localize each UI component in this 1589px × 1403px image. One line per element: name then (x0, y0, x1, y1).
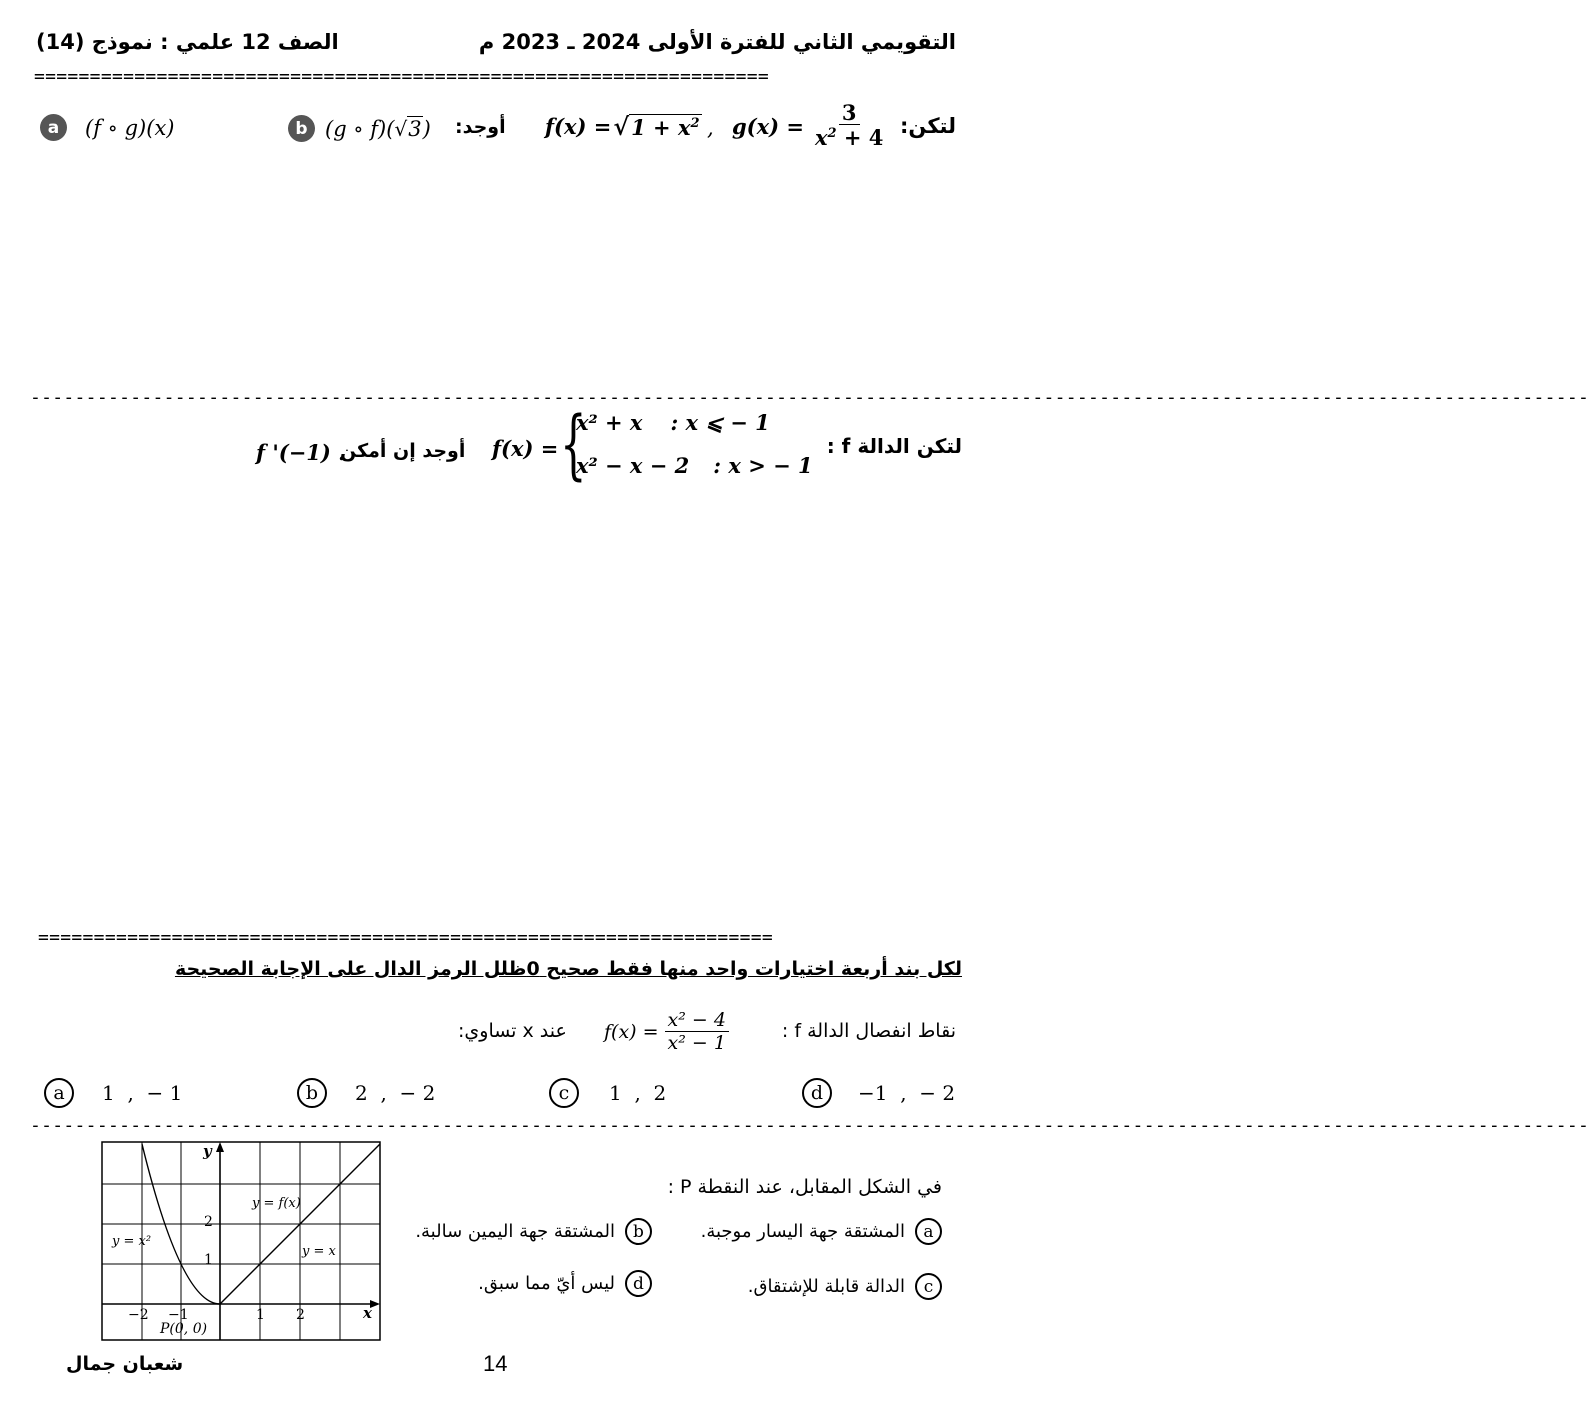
q1-f-lhs: f(x) = (545, 114, 612, 139)
q3-badge-a[interactable]: a (44, 1078, 74, 1108)
q2-intro: لتكن الدالة f : (826, 434, 962, 458)
q3-option-a[interactable] (44, 1078, 182, 1108)
q4-option-c[interactable] (748, 1273, 942, 1300)
q3-option-d-text: −1 , − 2 (858, 1081, 956, 1105)
separator-single-1: -------------------------------------------------------------------------------------------------------------------------------------------- (30, 387, 1589, 408)
graph-figure (100, 1140, 382, 1342)
q3-function (604, 1004, 729, 1060)
q4-option-d-text: ليس أيّ مما سبق. (478, 1273, 615, 1294)
tick-y-1: 1 (204, 1252, 213, 1268)
label-p: P(0, 0) (160, 1321, 208, 1337)
sqrt-sign: √ (394, 116, 408, 141)
q1-f-radicand: $1 + x^2$ (631, 114, 700, 140)
label-x2: y = x² (112, 1234, 152, 1249)
q3-badge-d[interactable]: d (802, 1078, 832, 1108)
q4-option-a[interactable] (701, 1218, 942, 1245)
q1-option-a (40, 114, 174, 141)
footer-author: شعبان جمال (66, 1353, 184, 1375)
q3-option-b-text: 2 , − 2 (355, 1081, 436, 1105)
q1-find: أوجد: (455, 116, 506, 138)
q1-intro: لتكن: (900, 114, 956, 138)
q1-badge-b: b (288, 115, 315, 142)
q4-badge-b[interactable]: b (625, 1218, 652, 1245)
q1-option-b (288, 115, 431, 142)
q3-f-lhs: f(x) = (604, 1021, 659, 1043)
q1-comma: , (707, 116, 714, 140)
q2-case1: x² + x : x ⩽ − 1 (576, 410, 770, 435)
q1-g-denominator: $x^2 + 4$ (814, 125, 884, 151)
q1-g-definition (732, 96, 886, 156)
q1-g-numerator: 3 (839, 101, 860, 125)
graph-x-label: x (363, 1304, 372, 1322)
q3-numerator: x² − 4 (665, 1010, 729, 1032)
q3-option-c-text: 1 , 2 (609, 1081, 667, 1105)
tick-x-neg2: −2 (128, 1307, 149, 1323)
q4-badge-d[interactable]: d (625, 1270, 652, 1297)
q2-case2: x² − x − 2 : x > − 1 (576, 453, 813, 478)
q1-b-expression: (g ∘ f)( √ 3 ) (325, 116, 431, 141)
q3-option-b[interactable] (297, 1078, 435, 1108)
footer-page-number: 14 (483, 1351, 508, 1376)
q1-a-expression: (f ∘ g)(x) (85, 115, 175, 140)
q4-option-c-text: الدالة قابلة للإشتقاق. (747, 1276, 905, 1297)
q2-find: أوجد إن أمكن (340, 440, 466, 462)
label-x: y = x (302, 1244, 336, 1259)
label-fx: y = f(x) (252, 1196, 301, 1211)
mcq-instruction: لكل بند أربعة اختيارات واحد منها فقط صحيح 0ظلل الرمز الدال على الإجابة الصحيحة (174, 958, 962, 980)
q3-stem-end: عند x تساوي: (458, 1020, 567, 1042)
q3-fraction (665, 1010, 729, 1055)
tick-x-neg1: −1 (168, 1307, 189, 1323)
q2-f-lhs: f(x) = (492, 436, 559, 461)
sqrt-sign: √ (613, 112, 630, 141)
q4-option-a-text: المشتقة جهة اليسار موجبة. (700, 1221, 905, 1242)
tick-x-1: 1 (256, 1307, 265, 1323)
q3-stem-start: نقاط انفصال الدالة f : (781, 1020, 956, 1042)
q4-badge-c[interactable]: c (915, 1273, 942, 1300)
separator-double: ================================================================== (34, 66, 770, 87)
q4-option-b[interactable] (415, 1218, 652, 1245)
q3-denominator: x² − 1 (667, 1031, 726, 1054)
graph-y-label: y (203, 1142, 212, 1160)
q3-badge-b[interactable]: b (297, 1078, 327, 1108)
q1-g-fraction (812, 101, 886, 150)
q1-badge-a: a (40, 114, 67, 141)
q4-option-b-text: المشتقة جهة اليمين سالبة. (415, 1221, 615, 1242)
q1-g-lhs: g(x) = (732, 113, 804, 139)
header-left-title: الصف 12 علمي : نموذج (14) (36, 30, 339, 54)
q3-option-d[interactable] (802, 1078, 955, 1108)
q3-badge-c[interactable]: c (549, 1078, 579, 1108)
q3-option-a-text: 1 , − 1 (102, 1081, 183, 1105)
q3-option-c[interactable] (549, 1078, 666, 1108)
q2-brace: { (560, 399, 587, 488)
q4-badge-a[interactable]: a (915, 1218, 942, 1245)
q2-target: f '(−1) . (256, 440, 346, 465)
separator-single-2: -------------------------------------------------------------------------------------------------------------------------------------------- (30, 1115, 1589, 1136)
tick-y-2: 2 (204, 1214, 213, 1230)
tick-x-2: 2 (296, 1307, 305, 1323)
header-right-title: التقويمي الثاني للفترة الأولى 2024 ـ 2023 م (478, 30, 956, 54)
separator-double-2: ================================================================== (38, 927, 774, 948)
q4-option-d[interactable] (478, 1270, 652, 1297)
q4-stem: في الشكل المقابل، عند النقطة P : (667, 1176, 942, 1198)
q1-f-definition (545, 112, 702, 141)
